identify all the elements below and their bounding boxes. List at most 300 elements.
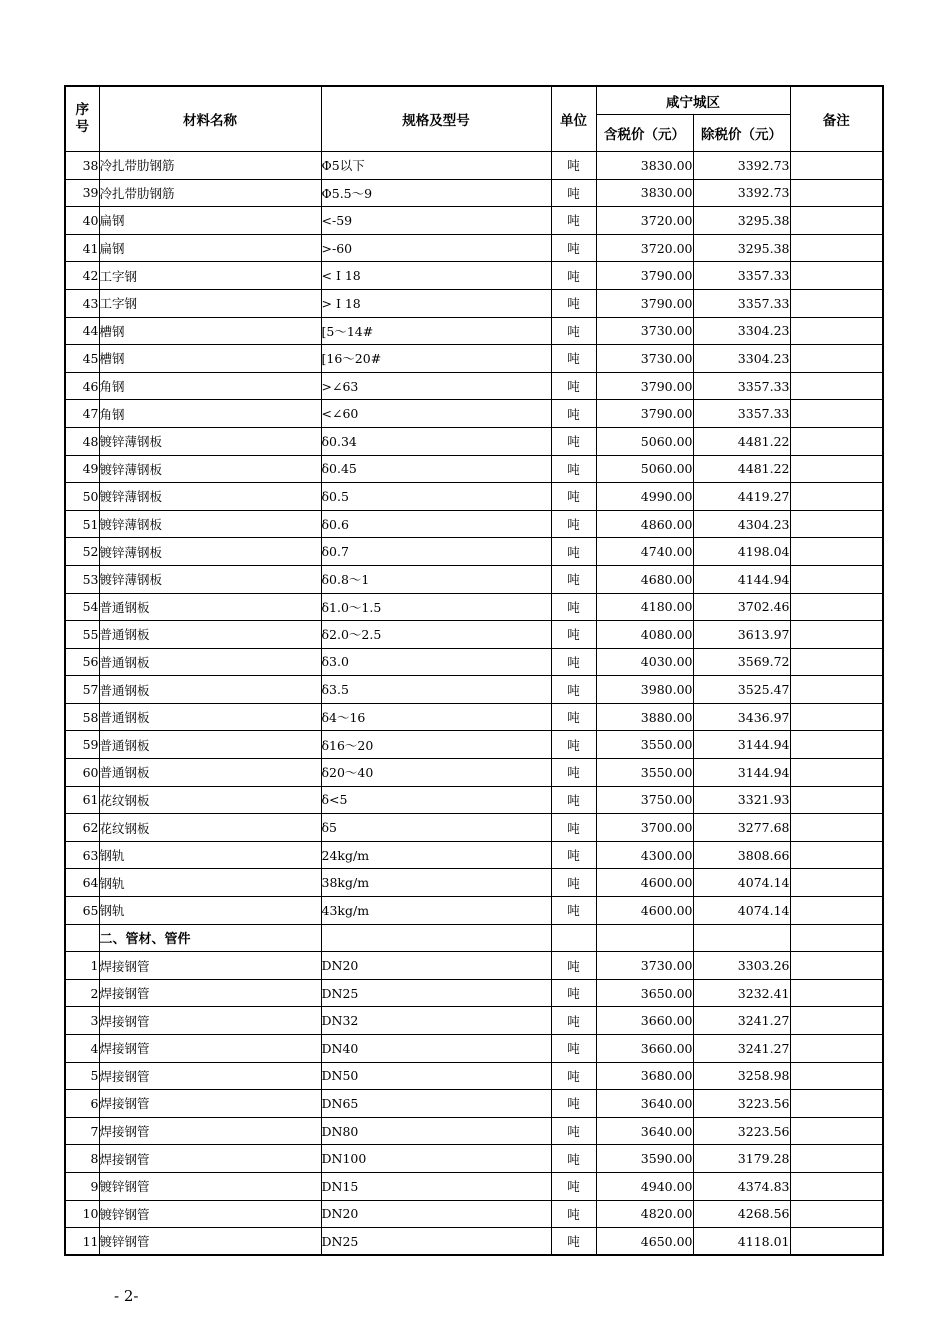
table-row	[65, 621, 883, 649]
header-remark: 备注	[790, 86, 883, 152]
table-row	[65, 814, 883, 842]
price-with-tax-cell: 3660.00	[596, 1007, 693, 1035]
material-name-cell: 钢轨	[99, 897, 321, 925]
remark-cell	[790, 621, 883, 649]
material-name-cell: 焊接钢管	[99, 1145, 321, 1173]
row-number-cell: 38	[65, 152, 99, 180]
unit-cell: 吨	[551, 345, 596, 373]
remark-cell	[790, 786, 883, 814]
unit-cell: 吨	[551, 841, 596, 869]
row-number-cell: 54	[65, 593, 99, 621]
remark-cell	[790, 565, 883, 593]
row-number-cell: 44	[65, 317, 99, 345]
remark-cell	[790, 152, 883, 180]
header-spec: 规格及型号	[321, 86, 551, 152]
price-without-tax-cell: 3613.97	[693, 621, 790, 649]
spec-model-cell: δ0.45	[321, 455, 551, 483]
remark-cell	[790, 979, 883, 1007]
unit-cell: 吨	[551, 593, 596, 621]
price-without-tax-cell: 4074.14	[693, 897, 790, 925]
row-number-cell: 60	[65, 759, 99, 787]
table-row	[65, 372, 883, 400]
spec-model-cell: δ16～20	[321, 731, 551, 759]
price-with-tax-cell: 4990.00	[596, 483, 693, 511]
remark-cell	[790, 1200, 883, 1228]
price-without-tax-cell: 4268.56	[693, 1200, 790, 1228]
price-without-tax-cell: 3357.33	[693, 262, 790, 290]
material-name-cell: 普通钢板	[99, 676, 321, 704]
row-number-cell: 6	[65, 1090, 99, 1118]
section-title: 二、管材、管件	[99, 924, 321, 952]
row-number-cell: 42	[65, 262, 99, 290]
unit-cell: 吨	[551, 1145, 596, 1173]
unit-cell: 吨	[551, 234, 596, 262]
remark-cell	[790, 924, 883, 952]
table-row	[65, 179, 883, 207]
remark-cell	[790, 952, 883, 980]
table-row	[65, 1007, 883, 1035]
row-number-cell: 41	[65, 234, 99, 262]
spec-model-cell: DN15	[321, 1172, 551, 1200]
table-row	[65, 676, 883, 704]
table-row	[65, 1172, 883, 1200]
material-name-cell: 角钢	[99, 400, 321, 428]
header-price-notax: 除税价（元）	[693, 115, 790, 152]
material-name-cell: 焊接钢管	[99, 1007, 321, 1035]
price-with-tax-cell: 4600.00	[596, 869, 693, 897]
remark-cell	[790, 510, 883, 538]
unit-cell: 吨	[551, 317, 596, 345]
unit-cell: 吨	[551, 455, 596, 483]
price-without-tax-cell: 3436.97	[693, 703, 790, 731]
row-number-cell: 4	[65, 1035, 99, 1063]
remark-cell	[790, 1062, 883, 1090]
unit-cell: 吨	[551, 207, 596, 235]
price-with-tax-cell	[596, 924, 693, 952]
material-name-cell: 镀锌钢管	[99, 1172, 321, 1200]
price-with-tax-cell: 3550.00	[596, 759, 693, 787]
price-without-tax-cell: 3241.27	[693, 1007, 790, 1035]
price-with-tax-cell: 3550.00	[596, 731, 693, 759]
remark-cell	[790, 814, 883, 842]
remark-cell	[790, 262, 883, 290]
remark-cell	[790, 207, 883, 235]
table-row	[65, 262, 883, 290]
row-number-cell: 1	[65, 952, 99, 980]
price-with-tax-cell: 3730.00	[596, 952, 693, 980]
unit-cell: 吨	[551, 1007, 596, 1035]
table-row	[65, 1117, 883, 1145]
spec-model-cell: >-60	[321, 234, 551, 262]
spec-model-cell: < I 18	[321, 262, 551, 290]
material-name-cell: 焊接钢管	[99, 1090, 321, 1118]
unit-cell: 吨	[551, 427, 596, 455]
material-name-cell: 焊接钢管	[99, 1035, 321, 1063]
remark-cell	[790, 841, 883, 869]
unit-cell: 吨	[551, 1172, 596, 1200]
price-without-tax-cell: 4144.94	[693, 565, 790, 593]
material-name-cell: 焊接钢管	[99, 979, 321, 1007]
price-with-tax-cell: 3750.00	[596, 786, 693, 814]
table-row	[65, 979, 883, 1007]
remark-cell	[790, 1117, 883, 1145]
unit-cell: 吨	[551, 289, 596, 317]
price-without-tax-cell: 3357.33	[693, 289, 790, 317]
remark-cell	[790, 1090, 883, 1118]
remark-cell	[790, 372, 883, 400]
table-row	[65, 1228, 883, 1256]
unit-cell: 吨	[551, 897, 596, 925]
price-with-tax-cell: 3790.00	[596, 372, 693, 400]
unit-cell: 吨	[551, 759, 596, 787]
unit-cell: 吨	[551, 510, 596, 538]
spec-model-cell: δ0.5	[321, 483, 551, 511]
row-number-cell: 10	[65, 1200, 99, 1228]
spec-model-cell: δ2.0～2.5	[321, 621, 551, 649]
price-without-tax-cell: 3223.56	[693, 1117, 790, 1145]
remark-cell	[790, 538, 883, 566]
price-with-tax-cell: 4860.00	[596, 510, 693, 538]
price-without-tax-cell: 4481.22	[693, 427, 790, 455]
price-with-tax-cell: 4820.00	[596, 1200, 693, 1228]
price-with-tax-cell: 4650.00	[596, 1228, 693, 1256]
row-number-cell: 64	[65, 869, 99, 897]
material-name-cell: 镀锌薄钢板	[99, 565, 321, 593]
remark-cell	[790, 400, 883, 428]
spec-model-cell: [5～14#	[321, 317, 551, 345]
price-without-tax-cell: 4374.83	[693, 1172, 790, 1200]
material-name-cell: 扁钢	[99, 207, 321, 235]
table-row	[65, 152, 883, 180]
unit-cell: 吨	[551, 565, 596, 593]
price-without-tax-cell: 3392.73	[693, 152, 790, 180]
price-with-tax-cell: 4030.00	[596, 648, 693, 676]
table-row	[65, 234, 883, 262]
price-with-tax-cell: 3700.00	[596, 814, 693, 842]
material-name-cell: 普通钢板	[99, 731, 321, 759]
row-number-cell: 53	[65, 565, 99, 593]
unit-cell: 吨	[551, 179, 596, 207]
price-without-tax-cell: 4198.04	[693, 538, 790, 566]
spec-model-cell: DN80	[321, 1117, 551, 1145]
row-number-cell: 49	[65, 455, 99, 483]
price-without-tax-cell: 3569.72	[693, 648, 790, 676]
price-with-tax-cell: 3640.00	[596, 1117, 693, 1145]
material-name-cell: 镀锌薄钢板	[99, 427, 321, 455]
price-with-tax-cell: 4300.00	[596, 841, 693, 869]
price-with-tax-cell: 3650.00	[596, 979, 693, 1007]
material-name-cell: 焊接钢管	[99, 1117, 321, 1145]
price-without-tax-cell: 3258.98	[693, 1062, 790, 1090]
spec-model-cell: δ0.7	[321, 538, 551, 566]
unit-cell: 吨	[551, 952, 596, 980]
row-number-cell: 62	[65, 814, 99, 842]
table-header	[65, 86, 883, 152]
row-number-cell: 56	[65, 648, 99, 676]
price-without-tax-cell: 3295.38	[693, 207, 790, 235]
table-body	[65, 152, 883, 1256]
spec-model-cell: δ0.6	[321, 510, 551, 538]
price-without-tax-cell	[693, 924, 790, 952]
row-number-cell: 39	[65, 179, 99, 207]
table-row	[65, 317, 883, 345]
row-number-cell: 57	[65, 676, 99, 704]
unit-cell: 吨	[551, 979, 596, 1007]
unit-cell: 吨	[551, 621, 596, 649]
spec-model-cell: Φ5.5～9	[321, 179, 551, 207]
spec-model-cell: δ3.0	[321, 648, 551, 676]
spec-model-cell: δ4～16	[321, 703, 551, 731]
material-name-cell: 角钢	[99, 372, 321, 400]
spec-model-cell	[321, 924, 551, 952]
price-with-tax-cell: 3720.00	[596, 234, 693, 262]
unit-cell: 吨	[551, 262, 596, 290]
unit-cell: 吨	[551, 786, 596, 814]
unit-cell: 吨	[551, 703, 596, 731]
row-number-cell: 40	[65, 207, 99, 235]
material-name-cell: 钢轨	[99, 869, 321, 897]
unit-cell	[551, 924, 596, 952]
table-row	[65, 289, 883, 317]
remark-cell	[790, 234, 883, 262]
price-without-tax-cell: 3277.68	[693, 814, 790, 842]
material-name-cell: 花纹钢板	[99, 786, 321, 814]
price-with-tax-cell: 4600.00	[596, 897, 693, 925]
price-with-tax-cell: 3790.00	[596, 400, 693, 428]
row-number-cell: 7	[65, 1117, 99, 1145]
material-name-cell: 钢轨	[99, 841, 321, 869]
material-name-cell: 镀锌薄钢板	[99, 510, 321, 538]
spec-model-cell: >∠63	[321, 372, 551, 400]
table-row	[65, 345, 883, 373]
row-number-cell: 5	[65, 1062, 99, 1090]
unit-cell: 吨	[551, 648, 596, 676]
price-without-tax-cell: 4419.27	[693, 483, 790, 511]
spec-model-cell: <∠60	[321, 400, 551, 428]
row-number-cell: 55	[65, 621, 99, 649]
table-row	[65, 759, 883, 787]
price-table	[64, 85, 884, 1256]
table-row	[65, 841, 883, 869]
material-name-cell: 冷扎带肋钢筋	[99, 152, 321, 180]
spec-model-cell: 43kg/m	[321, 897, 551, 925]
unit-cell: 吨	[551, 1035, 596, 1063]
row-number-cell: 43	[65, 289, 99, 317]
unit-cell: 吨	[551, 1200, 596, 1228]
unit-cell: 吨	[551, 1062, 596, 1090]
remark-cell	[790, 455, 883, 483]
table-row	[65, 207, 883, 235]
spec-model-cell: DN65	[321, 1090, 551, 1118]
remark-cell	[790, 703, 883, 731]
remark-cell	[790, 483, 883, 511]
price-without-tax-cell: 4481.22	[693, 455, 790, 483]
price-with-tax-cell: 3720.00	[596, 207, 693, 235]
material-name-cell: 普通钢板	[99, 703, 321, 731]
header-region: 咸宁城区	[596, 86, 790, 115]
row-number-cell: 47	[65, 400, 99, 428]
spec-model-cell: δ3.5	[321, 676, 551, 704]
row-number-cell: 3	[65, 1007, 99, 1035]
table-row	[65, 565, 883, 593]
unit-cell: 吨	[551, 1228, 596, 1256]
table-row	[65, 703, 883, 731]
price-with-tax-cell: 3590.00	[596, 1145, 693, 1173]
remark-cell	[790, 897, 883, 925]
table-row	[65, 1035, 883, 1063]
section-row	[65, 924, 883, 952]
row-number-cell: 48	[65, 427, 99, 455]
price-with-tax-cell: 3980.00	[596, 676, 693, 704]
material-name-cell: 镀锌薄钢板	[99, 483, 321, 511]
row-number-cell: 59	[65, 731, 99, 759]
table-row	[65, 510, 883, 538]
table-row	[65, 1090, 883, 1118]
material-name-cell: 工字钢	[99, 262, 321, 290]
spec-model-cell: δ0.34	[321, 427, 551, 455]
spec-model-cell: DN100	[321, 1145, 551, 1173]
price-with-tax-cell: 4940.00	[596, 1172, 693, 1200]
unit-cell: 吨	[551, 538, 596, 566]
unit-cell: 吨	[551, 483, 596, 511]
material-name-cell: 槽钢	[99, 345, 321, 373]
spec-model-cell: DN50	[321, 1062, 551, 1090]
material-name-cell: 焊接钢管	[99, 952, 321, 980]
price-without-tax-cell: 3304.23	[693, 345, 790, 373]
row-number-cell: 65	[65, 897, 99, 925]
material-name-cell: 焊接钢管	[99, 1062, 321, 1090]
remark-cell	[790, 759, 883, 787]
material-name-cell: 普通钢板	[99, 621, 321, 649]
price-with-tax-cell: 5060.00	[596, 455, 693, 483]
row-number-cell: 50	[65, 483, 99, 511]
price-with-tax-cell: 4740.00	[596, 538, 693, 566]
table-row	[65, 648, 883, 676]
row-number-cell: 11	[65, 1228, 99, 1256]
remark-cell	[790, 1007, 883, 1035]
price-with-tax-cell: 3830.00	[596, 179, 693, 207]
row-number-cell: 63	[65, 841, 99, 869]
price-with-tax-cell: 4680.00	[596, 565, 693, 593]
row-number-cell: 51	[65, 510, 99, 538]
row-number-cell: 45	[65, 345, 99, 373]
material-name-cell: 花纹钢板	[99, 814, 321, 842]
spec-model-cell: DN40	[321, 1035, 551, 1063]
table-row	[65, 897, 883, 925]
price-with-tax-cell: 3830.00	[596, 152, 693, 180]
remark-cell	[790, 593, 883, 621]
price-with-tax-cell: 3790.00	[596, 262, 693, 290]
material-name-cell: 冷扎带肋钢筋	[99, 179, 321, 207]
price-without-tax-cell: 3303.26	[693, 952, 790, 980]
remark-cell	[790, 676, 883, 704]
remark-cell	[790, 1228, 883, 1256]
price-without-tax-cell: 3525.47	[693, 676, 790, 704]
unit-cell: 吨	[551, 676, 596, 704]
table-row	[65, 593, 883, 621]
price-without-tax-cell: 3144.94	[693, 759, 790, 787]
row-number-cell: 58	[65, 703, 99, 731]
price-with-tax-cell: 4180.00	[596, 593, 693, 621]
table-row	[65, 786, 883, 814]
unit-cell: 吨	[551, 372, 596, 400]
material-name-cell: 普通钢板	[99, 759, 321, 787]
price-with-tax-cell: 3640.00	[596, 1090, 693, 1118]
remark-cell	[790, 345, 883, 373]
row-number-cell: 8	[65, 1145, 99, 1173]
header-unit: 单位	[551, 86, 596, 152]
price-without-tax-cell: 3223.56	[693, 1090, 790, 1118]
remark-cell	[790, 179, 883, 207]
table-row	[65, 483, 883, 511]
unit-cell: 吨	[551, 731, 596, 759]
spec-model-cell: [16～20#	[321, 345, 551, 373]
price-without-tax-cell: 3392.73	[693, 179, 790, 207]
price-without-tax-cell: 3702.46	[693, 593, 790, 621]
remark-cell	[790, 869, 883, 897]
spec-model-cell: DN20	[321, 1200, 551, 1228]
material-name-cell: 镀锌薄钢板	[99, 538, 321, 566]
remark-cell	[790, 1035, 883, 1063]
spec-model-cell: > I 18	[321, 289, 551, 317]
price-with-tax-cell: 3730.00	[596, 345, 693, 373]
spec-model-cell: δ1.0～1.5	[321, 593, 551, 621]
price-without-tax-cell: 3357.33	[693, 400, 790, 428]
remark-cell	[790, 317, 883, 345]
remark-cell	[790, 731, 883, 759]
price-with-tax-cell: 5060.00	[596, 427, 693, 455]
spec-model-cell: DN20	[321, 952, 551, 980]
header-no: 序号	[65, 86, 99, 152]
material-name-cell: 镀锌钢管	[99, 1200, 321, 1228]
table-row	[65, 731, 883, 759]
price-without-tax-cell: 4118.01	[693, 1228, 790, 1256]
table-row	[65, 400, 883, 428]
price-without-tax-cell: 3144.94	[693, 731, 790, 759]
remark-cell	[790, 648, 883, 676]
remark-cell	[790, 427, 883, 455]
unit-cell: 吨	[551, 152, 596, 180]
spec-model-cell: Φ5以下	[321, 152, 551, 180]
spec-model-cell: δ<5	[321, 786, 551, 814]
row-number-cell: 61	[65, 786, 99, 814]
table-row	[65, 1145, 883, 1173]
price-with-tax-cell: 3680.00	[596, 1062, 693, 1090]
header-name: 材料名称	[99, 86, 321, 152]
material-name-cell: 槽钢	[99, 317, 321, 345]
price-with-tax-cell: 3790.00	[596, 289, 693, 317]
remark-cell	[790, 289, 883, 317]
remark-cell	[790, 1172, 883, 1200]
price-with-tax-cell: 3880.00	[596, 703, 693, 731]
spec-model-cell: <-59	[321, 207, 551, 235]
table-row	[65, 1062, 883, 1090]
row-number-cell: 52	[65, 538, 99, 566]
unit-cell: 吨	[551, 869, 596, 897]
material-name-cell: 镀锌薄钢板	[99, 455, 321, 483]
price-with-tax-cell: 3730.00	[596, 317, 693, 345]
price-without-tax-cell: 3232.41	[693, 979, 790, 1007]
unit-cell: 吨	[551, 814, 596, 842]
material-name-cell: 镀锌钢管	[99, 1228, 321, 1256]
header-price-tax: 含税价（元）	[596, 115, 693, 152]
price-with-tax-cell: 3660.00	[596, 1035, 693, 1063]
material-name-cell: 工字钢	[99, 289, 321, 317]
spec-model-cell: 24kg/m	[321, 841, 551, 869]
material-name-cell: 普通钢板	[99, 648, 321, 676]
table-row	[65, 427, 883, 455]
price-without-tax-cell: 3321.93	[693, 786, 790, 814]
